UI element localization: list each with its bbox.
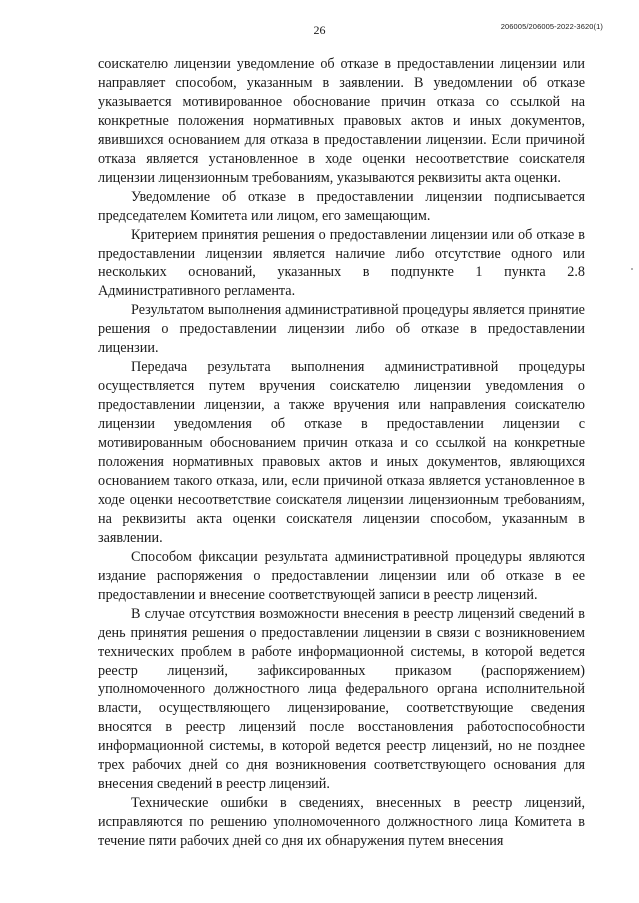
paragraph: Критерием принятия решения о предоставлении лицензии или об отказе в предоставлении лицензии является наличие либо отсутствие одного или нескольких оснований, указанных в подпункте 1 пункта 2.8 Административного регламента.	[98, 226, 585, 300]
paragraph: В случае отсутствия возможности внесения в реестр лицензий сведений в день принятия решения о предоставлении лицензии в связи с возникновением технических проблем в работе информационной системы, в которой ведется реестр лицензий, зафиксированных приказом (распоряжением) уполномоченного должностного лица федерального органа исполнительной власти, осуществляющего лицензирование, соответствующие сведения вносятся в реестр лицензий после восстановления работоспособности информационной системы, в которой ведется реестр лицензий, но не позднее трех рабочих дней со дня возникновения соответствующего основания для внесения сведений в реестр лицензий.	[98, 605, 585, 793]
page-number: 26	[313, 23, 326, 37]
paragraph: Результатом выполнения административной процедуры является принятие решения о предоставлении лицензии либо об отказе в предоставлении лицензии.	[98, 302, 585, 357]
document-id: 206005/206005-2022-3620(1)	[500, 22, 603, 31]
scan-speck	[631, 268, 633, 270]
paragraph-continuation: соискателю лицензии уведомление об отказе в предоставлении лицензии или направляет способом, указанным в заявлении. В уведомлении об отказе указывается мотивированное обоснование причин отказа со ссылкой на конкретные положения нормативных правовых актов и иных документов, явившихся основанием для отказа в предоставлении лицензии. Если причиной отказа является установленное в ходе оценки несоответствие соискателя лицензии лицензионным требованиям, указываются реквизиты акта оценки.	[98, 56, 585, 186]
paragraph: Уведомление об отказе в предоставлении лицензии подписывается председателем Комитета или лицом, его замещающим.	[98, 188, 585, 224]
paragraph: Передача результата выполнения административной процедуры осуществляется путем вручения соискателю лицензии уведомления о предоставлении лицензии, а также вручения или направления соискателю лицензии уведомления об отказе в предоставлении лицензии с мотивированным обоснованием причин отказа и со ссылкой на конкретные положения нормативных правовых актов и иных документов, являющихся основанием такого отказа, или, если причиной отказа является установленное в ходе оценки несоответствие соискателя лицензии лицензионным требованиям, на реквизиты акта оценки соискателя лицензии способом, указанным в заявлении.	[98, 359, 585, 546]
paragraph: Технические ошибки в сведениях, внесенных в реестр лицензий, исправляются по решению уполномоченного должностного лица Комитета в течение пяти рабочих дней со дня их обнаружения путем внесения	[98, 795, 585, 850]
document-body	[98, 55, 585, 851]
paragraph: Способом фиксации результата административной процедуры являются издание распоряжения о предоставлении лицензии или об отказе в ее предоставлении и внесение соответствующей записи в реестр лицензий.	[98, 548, 585, 603]
